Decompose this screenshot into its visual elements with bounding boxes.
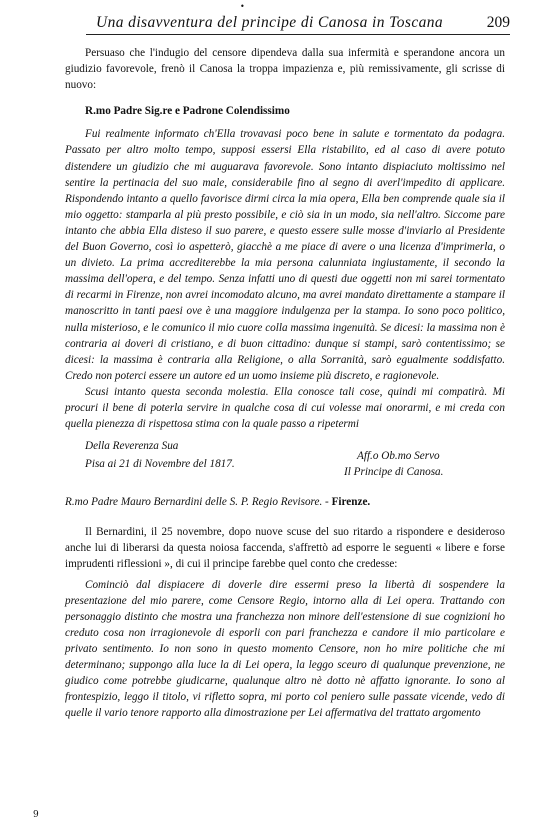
letter-body: [65, 126, 505, 432]
closing-servo: Aff.o Ob.mo Servo: [357, 450, 440, 463]
running-title: Una disavventura del principe di Canosa in Toscana: [96, 14, 444, 31]
closing-signature: Il Principe di Canosa.: [344, 466, 444, 479]
letter-paragraph: Fui realmente informato ch'Ella trovavasi poco bene in salute e tormentato da podagra. Passato per altro molto tempo, supposi essersi Ella ristabilito, ed al caso di avere potuto distendere un giudizio che mi auguarava favorevole. Sono intanto dispiaciuto moltissimo nel sentire la pertinacia del suo male, considerabile fino al segno di averl'impedito di applicare. Rispondendo intanto a quello favorisce dirmi circa la mia opera, Ella ben comprende quale sia il mio oggetto: stamparla al più presto possibile, e ciò sia in un modo, sia nell'altro. Siccome pare intanto che abbia Ella disteso il suo parere, e questo essere sulle mosse d'inviarlo al Presidente del Buon Governo, così io aspetterò, giacchè a me piace di avere o una licenza d'imprimerla, o un divieto. La prima accrediterebbe la mia persona calunniata ingiustamente, il secondo la massima dell'opera, e del tempo. Senza infatti uno di questi due oggetti non mi sarei tormentato di recarmi in Firenze, non avrei incomodato alcuno, ma avrei mandato direttamente a stampare il manoscritto in tanti paesi ove è una maggiore indulgenza per la stampa. Io sono poco politico, nulla misterioso, e le comunico il mio cuore colla massima ingenuità. Se dicesi: la massima non è contraria ai doveri di cristiano, e di buon cittadino: dunque si stampi, sarò contentissimo; se dicesi: la massima è contraria alla Religione, o alla Sorranità, sarò egualmente soddisfatto. Credo non poterci essere un autore ed un uomo insieme più discreto, e ragionevole.: [65, 128, 505, 382]
letter-address: [65, 494, 505, 510]
narrative-paragraph: Il Bernardini, il 25 novembre, dopo nuove scuse del suo ritardo a rispondere e desideroso anche lui di liberarsi da questa noiosa faccenda, s'affrettò ad esporre le seguenti « libere e forse imprudenti riflessioni », di cui il principe farebbe quel conto che credesse:: [65, 526, 505, 571]
print-mark-top: •: [240, 2, 245, 11]
closing-place-date: Pisa ai 21 di Novembre del 1817.: [85, 458, 235, 471]
address-city: Firenze.: [331, 496, 371, 509]
footer-signature-mark: 9: [33, 810, 39, 820]
letter-closing: [65, 438, 505, 479]
intro-paragraph: Persuaso che l'indugio del censore dipendeva dalla sua infermità e sperandone ancora un giudizio favorevole, frenò il Canosa la troppa impazienza e, più remissivamente, gli scrisse di nuovo:: [65, 47, 505, 92]
closing-courtesy: Della Reverenza Sua: [85, 440, 179, 453]
address-text: R.mo Padre Mauro Bernardini delle S. P. Regio Revisore. -: [65, 496, 332, 509]
page-number: 209: [486, 14, 510, 31]
quoted-reply: Cominciò dal dispiacere di doverle dire essermi preso la libertà di sospendere la presentazione del mio parere, come Censore Regio, intorno alla di Lei opera. Trattando con personaggio distinto che mostra una franchezza non minore dell'estensione di sue cognizioni ho creduto cosa non irragionevole di esporli con pari franchezza e candore il mio particolare e privato sentimento. Io non sono in questo momento Censore, non ho mire politiche che mi determinano; suppongo alla luce la di Lei opera, la leggo sceuro di qualunque prevenzione, ne giudico come potrebbe giudicarne, qualunque altro nè dotto nè affatto ignorante. Io sono al frontespizio, leggo il titolo, vi rifletto sopra, mi porto col peniero sulle passate vicende, vedo di quelle il vario tenore rapporto alla dimostrazione per Lei affermativa del trattato argomento: [65, 578, 505, 720]
letter-salutation: R.mo Padre Sig.re e Padrone Colendissimo: [85, 105, 290, 118]
running-header: [86, 14, 510, 35]
letter-paragraph: Scusi intanto questa seconda molestia. Ella conosce tali cose, quindi mi compatirà. Mi procuri il bene di poterla servire in qualche cosa di cui volesse mai onorarmi, e mi creda con quella pienezza di rispettosa stima con la quale passo a ripetermi: [65, 385, 505, 431]
page-body: [65, 45, 505, 721]
